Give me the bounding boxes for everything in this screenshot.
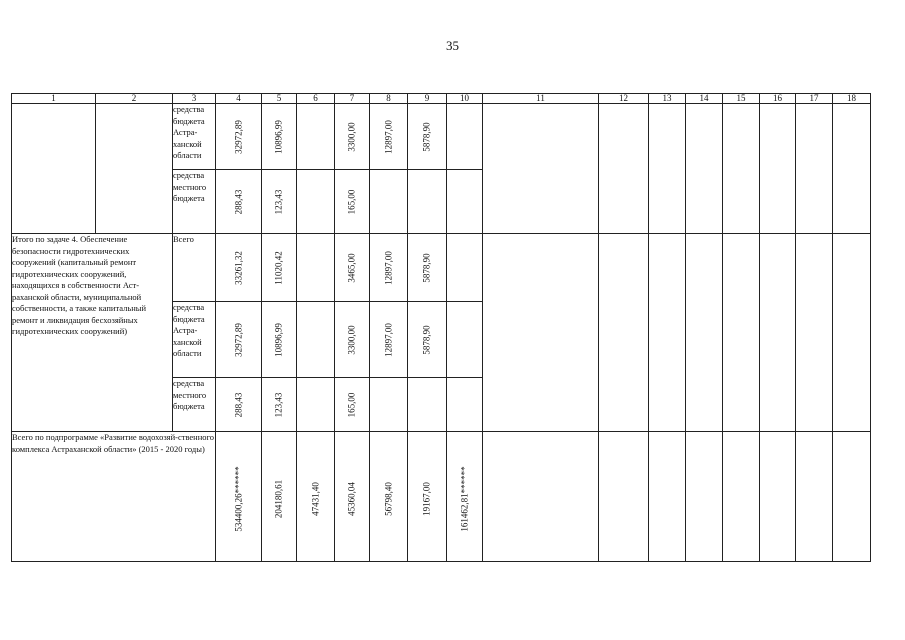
table-row xyxy=(12,234,871,302)
value-cell: 123,43 xyxy=(273,392,284,417)
value-cell: 47431,40 xyxy=(309,482,320,516)
header-cell: 6 xyxy=(297,94,335,104)
value-cell: 32972,89 xyxy=(232,119,243,154)
value-cell: 19167,00 xyxy=(421,482,432,516)
header-cell: 12 xyxy=(599,94,649,104)
column-numbers-row xyxy=(12,94,871,104)
value-cell: 32972,89 xyxy=(232,322,243,357)
header-cell: 14 xyxy=(686,94,723,104)
task-name: Итого по задаче 4. Обеспечение безопасности гидротехнических сооружений (капитальный ремонт гидротехнических сооружений, находящихся в собственности Аст-раханской области, муниципальной собственности, а также капитальный ремонт и ликвидация бесхозяйных гидротехнических сооружений) xyxy=(12,234,173,432)
value-cell: 12897,00 xyxy=(382,119,393,154)
value-cell: 165,00 xyxy=(346,392,357,417)
header-cell: 18 xyxy=(833,94,871,104)
subprogram-name: Всего по подпрограмме «Развитие водохозяй-ственного комплекса Астраханской области» (2015 - 2020 годы) xyxy=(12,432,216,562)
header-cell: 5 xyxy=(262,94,297,104)
funding-source-label: средства местного бюджета xyxy=(173,170,216,234)
value-cell: 45360,04 xyxy=(346,482,357,516)
header-cell: 3 xyxy=(173,94,216,104)
value-cell: 288,43 xyxy=(232,189,243,214)
value-cell: 534400,26****** xyxy=(232,466,243,532)
budget-table xyxy=(11,93,871,562)
header-cell: 9 xyxy=(408,94,447,104)
header-cell: 13 xyxy=(649,94,686,104)
header-cell: 15 xyxy=(723,94,760,104)
value-cell: 10896,99 xyxy=(273,119,284,154)
header-cell: 17 xyxy=(796,94,833,104)
value-cell: 5878,90 xyxy=(421,252,432,283)
empty-cell xyxy=(96,104,173,234)
value-cell: 5878,90 xyxy=(421,121,432,152)
header-cell: 1 xyxy=(12,94,96,104)
value-cell: 204180,61 xyxy=(273,479,284,519)
empty-cell xyxy=(12,104,96,234)
table-row xyxy=(12,104,871,170)
value-cell: 3300,00 xyxy=(346,121,357,152)
value-cell: 12897,00 xyxy=(382,250,393,285)
funding-source-label: Всего xyxy=(173,234,216,302)
value-cell: 12897,00 xyxy=(382,322,393,357)
funding-source-label: средства местного бюджета xyxy=(173,378,216,432)
value-cell: 165,00 xyxy=(346,189,357,214)
value-cell: 3465,00 xyxy=(346,252,357,283)
value-cell: 56798,40 xyxy=(382,482,393,516)
funding-source-label: средства бюджета Астра-ханской области xyxy=(173,104,216,170)
header-cell: 10 xyxy=(447,94,483,104)
value-cell: 33261,32 xyxy=(232,250,243,285)
header-cell: 4 xyxy=(216,94,262,104)
header-cell: 8 xyxy=(370,94,408,104)
value-cell: 123,43 xyxy=(273,189,284,214)
header-cell: 7 xyxy=(335,94,370,104)
value-cell: 10896,99 xyxy=(273,322,284,357)
table-row xyxy=(12,432,871,562)
header-cell: 11 xyxy=(483,94,599,104)
value-cell: 288,43 xyxy=(232,392,243,417)
header-cell: 16 xyxy=(760,94,796,104)
funding-source-label: средства бюджета Астра-ханской области xyxy=(173,302,216,378)
value-cell: 11020,42 xyxy=(273,250,284,285)
value-cell: 5878,90 xyxy=(421,324,432,355)
page-number: 35 xyxy=(446,38,459,53)
header-cell: 2 xyxy=(96,94,173,104)
value-cell: 3300,00 xyxy=(346,324,357,355)
value-cell: 161462,81****** xyxy=(458,466,469,532)
